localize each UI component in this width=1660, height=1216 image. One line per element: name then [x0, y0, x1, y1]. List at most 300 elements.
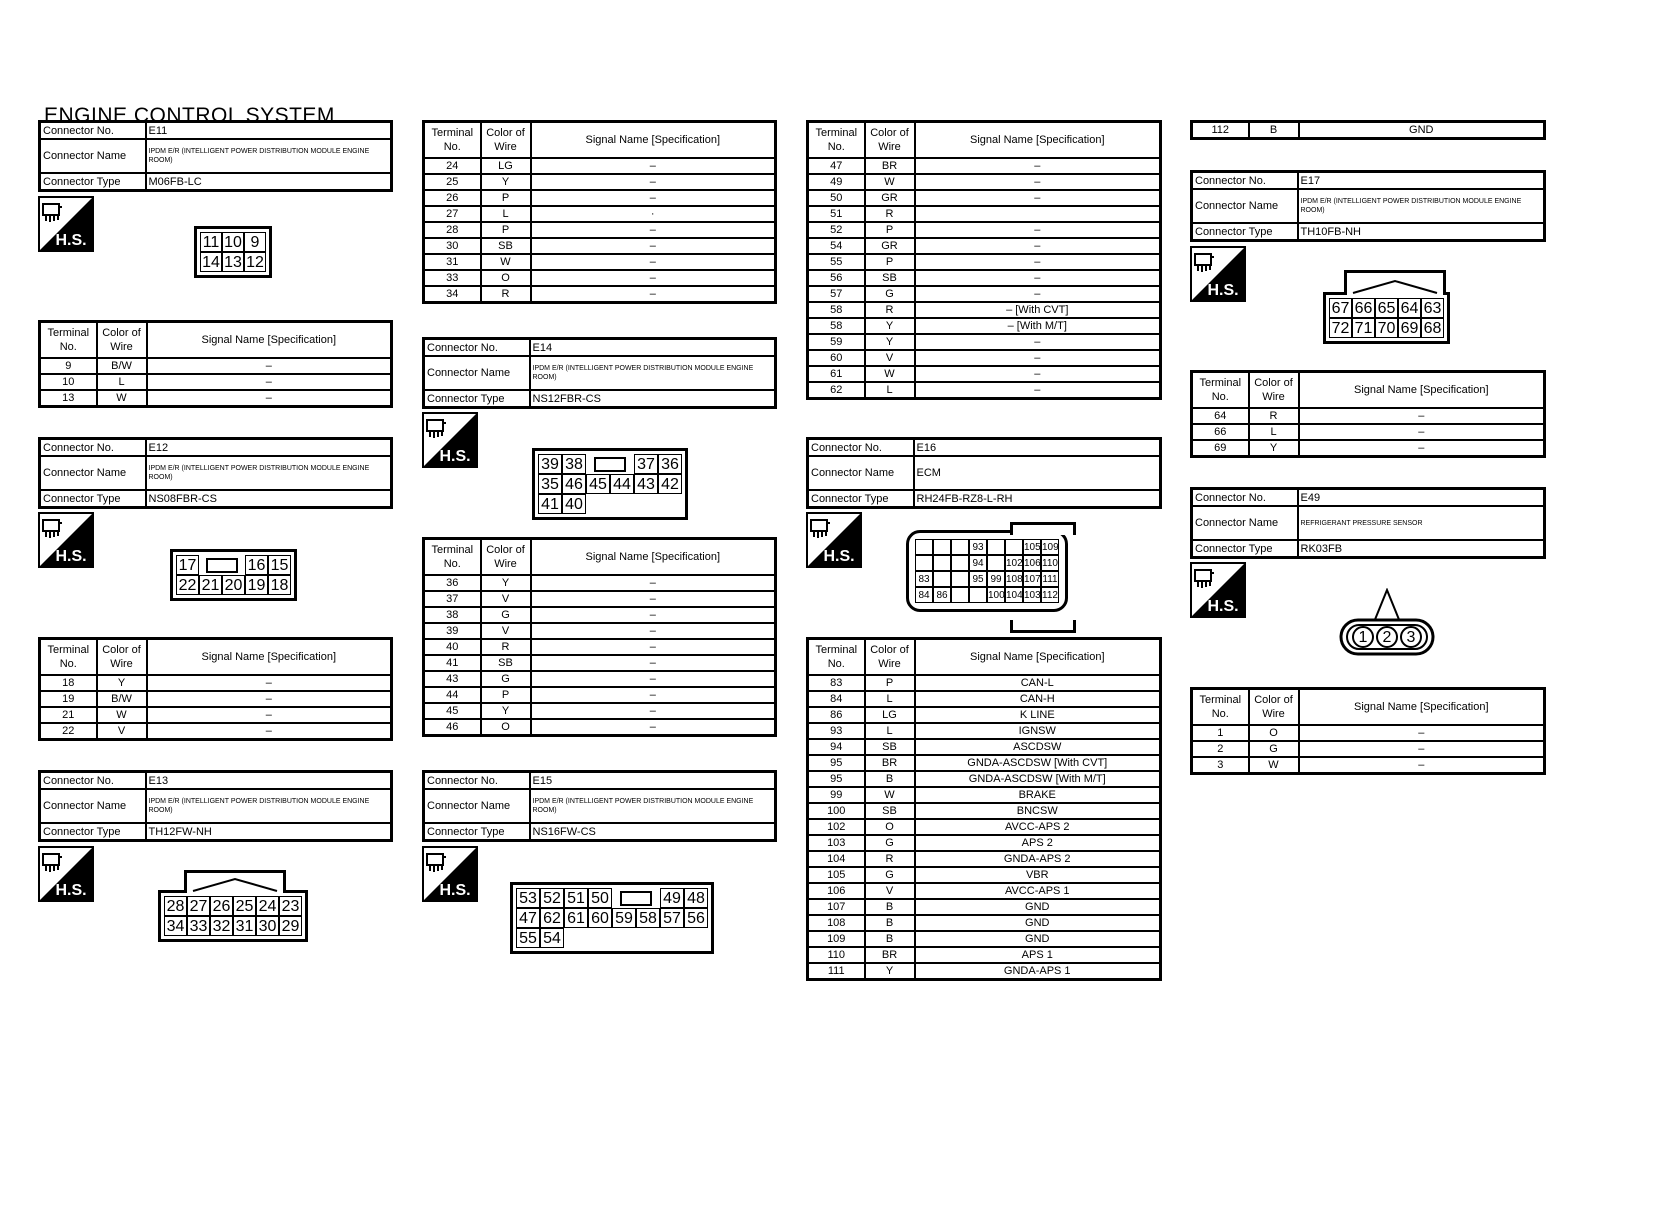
terminal-no: 58 [808, 318, 865, 334]
pin: 39 [538, 454, 562, 474]
table-row [808, 238, 1161, 254]
terminal-no: 62 [808, 382, 865, 399]
terminal-no: 44 [424, 687, 481, 703]
signal-name: – [915, 382, 1161, 399]
table-row [808, 318, 1161, 334]
header-signal-name: Signal Name [Specification] [531, 122, 776, 159]
table-row [1192, 424, 1545, 440]
e17-type: TH10FB-NH [1298, 223, 1545, 241]
table-row [808, 883, 1161, 899]
pin: 20 [222, 575, 245, 595]
pin: 36 [658, 454, 682, 474]
terminal-no: 107 [808, 899, 865, 915]
table-row [424, 687, 776, 703]
wire-color: Y [1249, 440, 1299, 457]
table-row [808, 270, 1161, 286]
signal-name: · [531, 206, 776, 222]
pin: 63 [1421, 298, 1444, 318]
e11-connector-face [194, 226, 272, 278]
e11-no: E11 [146, 122, 392, 140]
signal-name: – [147, 374, 392, 390]
pin: 112 [1041, 587, 1059, 603]
e15-type: NS16FW-CS [530, 823, 776, 841]
terminal-no: 24 [424, 158, 481, 174]
connector-latch [184, 870, 286, 893]
pin [987, 555, 1005, 571]
table-row [1192, 741, 1545, 757]
signal-name: GNDA-ASCDSW [With CVT] [915, 755, 1161, 771]
table-row [424, 270, 776, 286]
svg-text:H.S.: H.S. [439, 882, 471, 899]
wire-color: L [97, 374, 147, 390]
wire-color: O [481, 270, 531, 286]
terminal-no: 10 [40, 374, 97, 390]
pin: 32 [210, 916, 233, 936]
e49-signal-table [1190, 687, 1546, 775]
wire-color: B [865, 915, 915, 931]
table-row [808, 286, 1161, 302]
wire-color: P [481, 190, 531, 206]
wire-color: SB [865, 739, 915, 755]
pin: 65 [1375, 298, 1398, 318]
terminal-no: 86 [808, 707, 865, 723]
terminal-no: 60 [808, 350, 865, 366]
wire-color: R [865, 206, 915, 222]
pin: 56 [684, 908, 708, 928]
terminal-no: 47 [808, 158, 865, 174]
pin: 43 [634, 474, 658, 494]
signal-name: – [1299, 440, 1545, 457]
wire-color: G [481, 671, 531, 687]
pin: 52 [540, 888, 564, 908]
svg-text:H.S.: H.S. [55, 548, 87, 565]
e12-info-table [38, 437, 393, 509]
e16-signal-table [806, 637, 1162, 981]
header-terminal-no: Terminal No. [40, 322, 97, 359]
wire-color: W [865, 787, 915, 803]
pin: 71 [1352, 318, 1375, 338]
table-row [424, 671, 776, 687]
pin: 93 [969, 539, 987, 555]
pin: 66 [1352, 298, 1375, 318]
pin: 42 [658, 474, 682, 494]
pin: 13 [222, 252, 244, 272]
e13-name: IPDM E/R (INTELLIGENT POWER DISTRIBUTION MODULE ENGINE ROOM) [146, 789, 392, 823]
signal-name: GND [915, 899, 1161, 915]
wire-color: B [865, 899, 915, 915]
e11-signal-table [38, 320, 393, 408]
wire-color: G [865, 867, 915, 883]
table-row [424, 174, 776, 190]
e11-name: IPDM E/R (INTELLIGENT POWER DISTRIBUTION MODULE ENGINE ROOM) [146, 139, 392, 173]
signal-name: CAN-H [915, 691, 1161, 707]
signal-name: – [531, 623, 776, 639]
signal-name: – [531, 607, 776, 623]
header-color-of-wire: Color of Wire [865, 639, 915, 676]
pin: 84 [915, 587, 933, 603]
wire-color: B/W [97, 691, 147, 707]
signal-name: – [147, 675, 392, 691]
wire-color: O [1249, 725, 1299, 741]
signal-name: – [915, 174, 1161, 190]
pin: 22 [176, 575, 199, 595]
signal-name: – [531, 158, 776, 174]
pin: 41 [538, 494, 562, 514]
table-row [808, 691, 1161, 707]
table-row [808, 675, 1161, 691]
terminal-no: 30 [424, 238, 481, 254]
e13-signal-table [422, 120, 777, 304]
svg-text:H.S.: H.S. [1207, 282, 1239, 299]
terminal-no: 33 [424, 270, 481, 286]
signal-name: – [915, 238, 1161, 254]
pin [951, 571, 969, 587]
table-row [808, 787, 1161, 803]
table-row [424, 158, 776, 174]
table-row [40, 707, 392, 723]
harness-side-icon [38, 196, 94, 252]
pin: 51 [564, 888, 588, 908]
e16-info-table [806, 437, 1162, 509]
pin: 95 [969, 571, 987, 587]
table-row [808, 334, 1161, 350]
e13-no: E13 [146, 772, 392, 790]
table-row [424, 623, 776, 639]
label-connector-type: Connector Type [1192, 223, 1298, 241]
e14-name: IPDM E/R (INTELLIGENT POWER DISTRIBUTION MODULE ENGINE ROOM) [530, 356, 776, 390]
e12-type: NS08FBR-CS [146, 490, 392, 508]
connector-latch [1010, 522, 1076, 535]
signal-name [915, 206, 1161, 222]
table-row [808, 931, 1161, 947]
signal-name: – [147, 390, 392, 407]
terminal-no: 61 [808, 366, 865, 382]
label-connector-name: Connector Name [1192, 506, 1298, 540]
terminal-no: 59 [808, 334, 865, 350]
e49-info-table [1190, 487, 1546, 559]
wire-color: V [865, 350, 915, 366]
table-row [1192, 757, 1545, 774]
table-row [808, 382, 1161, 399]
header-signal-name: Signal Name [Specification] [147, 322, 392, 359]
e17-signal-table [1190, 370, 1546, 458]
header-color-of-wire: Color of Wire [97, 639, 147, 676]
table-row [808, 707, 1161, 723]
signal-name: – [531, 270, 776, 286]
table-row [808, 755, 1161, 771]
wire-color: B/W [97, 358, 147, 374]
wire-color: BR [865, 947, 915, 963]
e13-info-table [38, 770, 393, 842]
wire-color: GR [865, 238, 915, 254]
table-row [424, 639, 776, 655]
label-connector-no: Connector No. [40, 772, 146, 790]
signal-name: – [531, 286, 776, 303]
pin [915, 555, 933, 571]
wire-color: W [481, 254, 531, 270]
terminal-no: 18 [40, 675, 97, 691]
e49-no: E49 [1298, 489, 1545, 507]
terminal-no: 38 [424, 607, 481, 623]
terminal-no: 106 [808, 883, 865, 899]
wire-color: V [97, 723, 147, 740]
table-row [424, 206, 776, 222]
label-connector-name: Connector Name [808, 456, 914, 490]
pin: 70 [1375, 318, 1398, 338]
label-connector-no: Connector No. [40, 439, 146, 457]
harness-side-icon [1190, 246, 1246, 302]
harness-side-icon [38, 846, 94, 902]
wire-color: G [865, 286, 915, 302]
e16-signal-table [1190, 120, 1546, 140]
header-terminal-no: Terminal No. [1192, 689, 1249, 726]
e14-signal-table [422, 537, 777, 737]
e16-name: ECM [914, 456, 1161, 490]
header-signal-name: Signal Name [Specification] [531, 539, 776, 576]
wire-color: P [481, 222, 531, 238]
pin: 35 [538, 474, 562, 494]
terminal-no: 104 [808, 851, 865, 867]
pin: 111 [1041, 571, 1059, 587]
terminal-no: 109 [808, 931, 865, 947]
label-connector-name: Connector Name [40, 139, 146, 173]
terminal-no: 105 [808, 867, 865, 883]
pin: 64 [1398, 298, 1421, 318]
table-row [424, 238, 776, 254]
svg-text:H.S.: H.S. [55, 232, 87, 249]
header-signal-name: Signal Name [Specification] [1299, 372, 1545, 409]
table-row [808, 302, 1161, 318]
terminal-no: 40 [424, 639, 481, 655]
svg-text:H.S.: H.S. [439, 448, 471, 465]
signal-name: – [531, 238, 776, 254]
label-connector-name: Connector Name [1192, 189, 1298, 223]
signal-name: – [915, 286, 1161, 302]
e12-signal-table [38, 637, 393, 741]
terminal-no: 110 [808, 947, 865, 963]
table-row [40, 374, 392, 390]
header-signal-name: Signal Name [Specification] [915, 639, 1161, 676]
header-terminal-no: Terminal No. [424, 122, 481, 159]
table-row [40, 390, 392, 407]
wire-color: LG [865, 707, 915, 723]
wire-color: L [865, 691, 915, 707]
terminal-no: 2 [1192, 741, 1249, 757]
wire-color: P [865, 675, 915, 691]
label-connector-no: Connector No. [1192, 172, 1298, 190]
e17-no: E17 [1298, 172, 1545, 190]
wire-color: Y [481, 703, 531, 719]
pin: 38 [562, 454, 586, 474]
header-terminal-no: Terminal No. [808, 122, 865, 159]
wire-color: W [97, 390, 147, 407]
signal-name: APS 2 [915, 835, 1161, 851]
pin [933, 571, 951, 587]
wire-color: W [865, 366, 915, 382]
pin: 37 [634, 454, 658, 474]
terminal-no: 93 [808, 723, 865, 739]
pin: 47 [516, 908, 540, 928]
terminal-no: 57 [808, 286, 865, 302]
table-row [808, 915, 1161, 931]
terminal-no: 54 [808, 238, 865, 254]
pin: 18 [268, 575, 291, 595]
terminal-no: 9 [40, 358, 97, 374]
terminal-no: 94 [808, 739, 865, 755]
pin: 103 [1023, 587, 1041, 603]
terminal-no: 50 [808, 190, 865, 206]
harness-side-icon [422, 846, 478, 902]
terminal-no: 99 [808, 787, 865, 803]
header-color-of-wire: Color of Wire [97, 322, 147, 359]
signal-name: – [1299, 725, 1545, 741]
wire-color: W [1249, 757, 1299, 774]
signal-name: – [915, 190, 1161, 206]
wire-color: R [1249, 408, 1299, 424]
signal-name: AVCC-APS 2 [915, 819, 1161, 835]
pin: 67 [1329, 298, 1352, 318]
terminal-no: 27 [424, 206, 481, 222]
table-row [40, 691, 392, 707]
signal-name: – [915, 334, 1161, 350]
label-connector-no: Connector No. [808, 439, 914, 457]
pin: 11 [200, 232, 222, 252]
label-connector-name: Connector Name [40, 456, 146, 490]
wire-color: GR [865, 190, 915, 206]
wire-color: L [1249, 424, 1299, 440]
e16-no: E16 [914, 439, 1161, 457]
terminal-no: 103 [808, 835, 865, 851]
e17-connector-face [1323, 292, 1450, 344]
table-row [808, 867, 1161, 883]
pin [933, 555, 951, 571]
pin: 25 [233, 896, 256, 916]
table-row [40, 675, 392, 691]
label-connector-name: Connector Name [424, 789, 530, 823]
signal-name: – [531, 190, 776, 206]
wire-color: L [865, 723, 915, 739]
table-row [808, 819, 1161, 835]
e15-signal-table [806, 120, 1162, 400]
terminal-no: 13 [40, 390, 97, 407]
signal-name: – [1299, 408, 1545, 424]
e14-no: E14 [530, 339, 776, 357]
table-row [808, 803, 1161, 819]
pin: 68 [1421, 318, 1444, 338]
wire-color: B [865, 771, 915, 787]
header-signal-name: Signal Name [Specification] [1299, 689, 1545, 726]
label-connector-type: Connector Type [1192, 540, 1298, 558]
table-row [424, 591, 776, 607]
wire-color: R [481, 286, 531, 303]
e17-name: IPDM E/R (INTELLIGENT POWER DISTRIBUTION MODULE ENGINE ROOM) [1298, 189, 1545, 223]
signal-name: BNCSW [915, 803, 1161, 819]
pin: 69 [1398, 318, 1421, 338]
pin: 10 [222, 232, 244, 252]
pin: 100 [987, 587, 1005, 603]
terminal-no: 111 [808, 963, 865, 980]
pin: 108 [1005, 571, 1023, 587]
pin: 106 [1023, 555, 1041, 571]
harness-side-icon [806, 512, 862, 568]
signal-name: – [147, 358, 392, 374]
pin: 44 [610, 474, 634, 494]
terminal-no: 46 [424, 719, 481, 736]
terminal-no: 95 [808, 755, 865, 771]
pin: 23 [279, 896, 302, 916]
terminal-no: 43 [424, 671, 481, 687]
table-row [808, 190, 1161, 206]
terminal-no: 22 [40, 723, 97, 740]
pin: 60 [588, 908, 612, 928]
connector-key [586, 454, 634, 474]
signal-name: – [1299, 741, 1545, 757]
pin: 110 [1041, 555, 1059, 571]
wire-color: SB [865, 270, 915, 286]
table-row [424, 655, 776, 671]
wire-color: Y [97, 675, 147, 691]
connector-latch [1010, 620, 1076, 633]
table-row [808, 771, 1161, 787]
terminal-no: 19 [40, 691, 97, 707]
terminal-no: 37 [424, 591, 481, 607]
terminal-no: 108 [808, 915, 865, 931]
pin: 31 [233, 916, 256, 936]
header-terminal-no: Terminal No. [424, 539, 481, 576]
table-row [424, 703, 776, 719]
pin: 49 [660, 888, 684, 908]
label-connector-name: Connector Name [424, 356, 530, 390]
svg-text:H.S.: H.S. [823, 548, 855, 565]
terminal-no: 25 [424, 174, 481, 190]
wire-color: W [97, 707, 147, 723]
header-terminal-no: Terminal No. [1192, 372, 1249, 409]
signal-name: – [531, 174, 776, 190]
wire-color: R [865, 851, 915, 867]
pin: 55 [516, 928, 540, 948]
e15-connector-face [510, 882, 714, 954]
pin: 14 [200, 252, 222, 272]
table-row [808, 350, 1161, 366]
table-row [424, 222, 776, 238]
pin: 34 [164, 916, 187, 936]
signal-name: – [915, 254, 1161, 270]
pin: 2 [1376, 626, 1398, 648]
svg-text:H.S.: H.S. [1207, 598, 1239, 615]
header-terminal-no: Terminal No. [40, 639, 97, 676]
pin: 48 [684, 888, 708, 908]
terminal-no: 56 [808, 270, 865, 286]
table-row [1192, 440, 1545, 457]
signal-name: – [147, 723, 392, 740]
wire-color: Y [865, 318, 915, 334]
signal-name: GNDA-APS 1 [915, 963, 1161, 980]
table-row [808, 366, 1161, 382]
harness-side-icon [1190, 562, 1246, 618]
pin: 61 [564, 908, 588, 928]
wire-color: G [481, 607, 531, 623]
pin: 40 [562, 494, 586, 514]
label-connector-no: Connector No. [424, 339, 530, 357]
e15-info-table [422, 770, 777, 842]
pin: 72 [1329, 318, 1352, 338]
signal-name: – [915, 158, 1161, 174]
signal-name: – [531, 254, 776, 270]
e49-type: RK03FB [1298, 540, 1545, 558]
pin: 16 [245, 555, 268, 575]
e16-type: RH24FB-RZ8-L-RH [914, 490, 1161, 508]
terminal-no: 64 [1192, 408, 1249, 424]
